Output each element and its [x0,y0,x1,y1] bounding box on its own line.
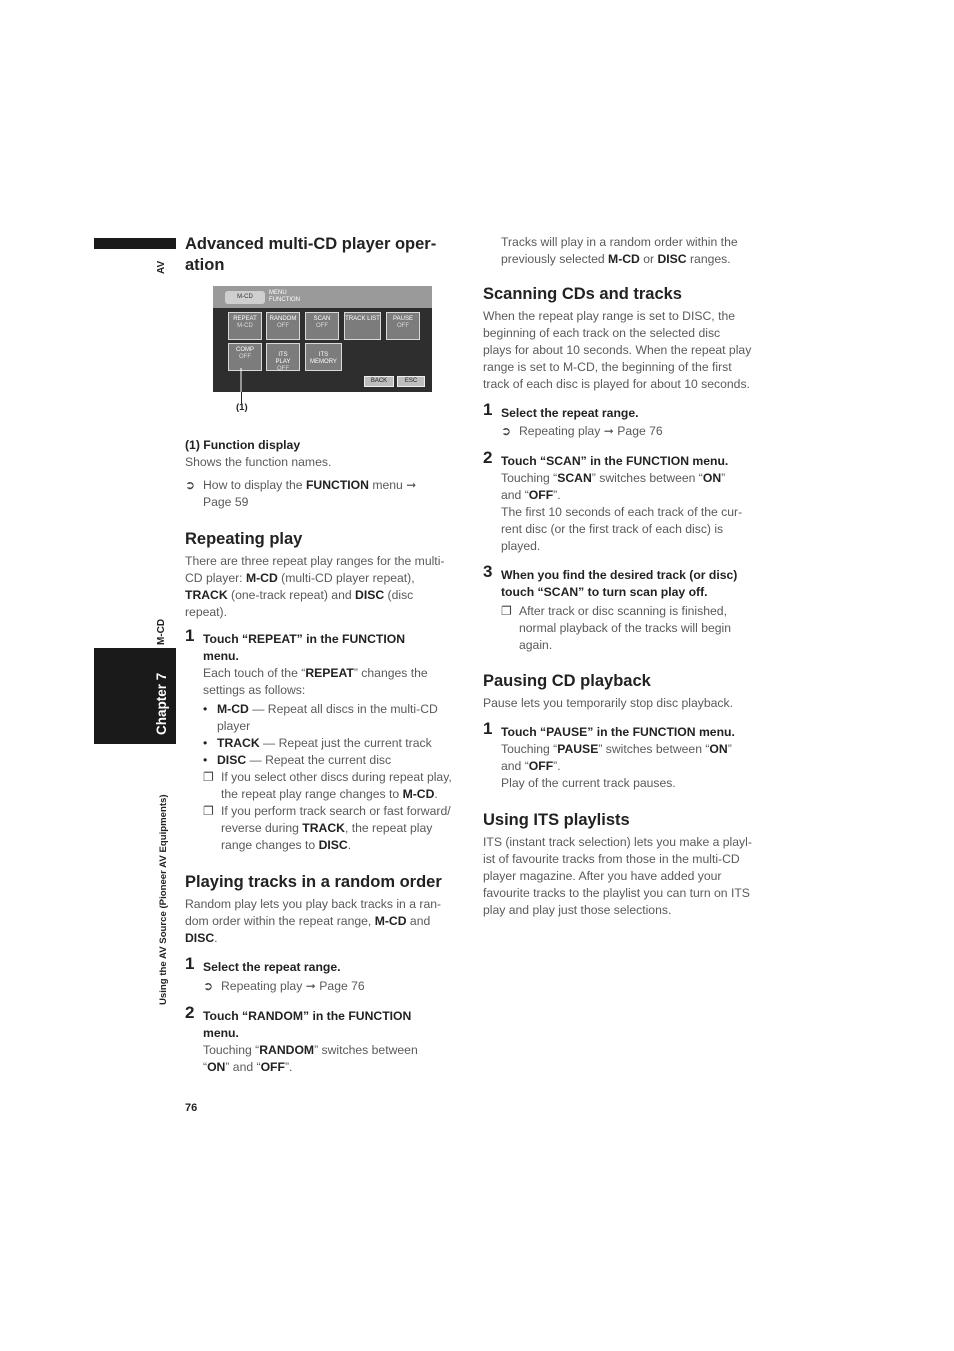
callout-label: (1) [236,402,248,413]
random-step-2-desc [185,1042,470,1076]
b: DISC [657,252,687,266]
back-button: BACK [364,376,394,387]
button-value: M-CD [237,323,253,329]
b: REPEAT [305,666,354,680]
button-label: SCAN [313,316,331,322]
step-number: 1 [483,400,493,419]
list-item [203,752,470,769]
b: RANDOM [259,1043,315,1057]
step-number: 2 [185,1003,195,1022]
b: DISC [355,588,385,602]
random-step-1 [185,954,470,976]
t: . [214,931,218,945]
t: Touch “REPEAT” in the [203,632,343,646]
callout-marker [213,286,432,392]
b: DISC [217,753,247,767]
function-display-title: (1) Function display [185,438,301,452]
t: — Repeat all discs in the multi-CD player [217,702,438,733]
note-item [203,769,470,803]
pause-step-1-more: Play of the current track pauses. [501,776,676,790]
b: DISC [318,838,348,852]
t: and [409,914,431,928]
t: Select the repeat range. [501,406,639,420]
scan-step-1 [483,400,768,422]
t: menu. [203,1026,239,1040]
random-continued [483,234,768,268]
pause-heading: Pausing CD playback [483,672,651,690]
repeat-options-list [185,701,470,854]
pause-intro: Pause lets you temporarily stop disc playback. [483,696,733,710]
scan-heading: Scanning CDs and tracks [483,285,682,303]
t: — Repeat just the current track [259,736,432,750]
ref-text: How to display the [203,478,306,492]
left-column-body [185,437,470,1076]
t: Repeating play ➞ Page 76 [519,424,663,438]
repeat-step-1 [185,626,470,665]
its-heading: Using ITS playlists [483,811,630,829]
b: OFF [260,1060,285,1074]
list-item [203,701,470,735]
t: Touch “PAUSE” in the [501,725,633,739]
b: M-CD [245,571,278,585]
t: or [639,252,658,266]
button-label: TRACK LIST [345,316,380,322]
t: FUNCTION [626,454,689,468]
t: Each touch of the “ [203,666,306,680]
list-item [203,735,470,752]
note-icon: ❐ [203,804,214,818]
ref-text-2: menu ➞ Page 59 [203,478,417,509]
step-number: 1 [185,626,195,645]
t: Tracks will play in a random order within the previously selected [501,235,738,266]
b: TRACK [217,736,260,750]
t: ranges. [686,252,731,266]
b: ON [207,1060,226,1074]
t: ”. [284,1060,293,1074]
ref-bold: FUNCTION [305,478,369,492]
step-number: 2 [483,448,493,467]
repeat-heading: Repeating play [185,530,303,548]
b: OFF [528,488,554,502]
running-title: Using the AV Source (Pioneer AV Equipments) [158,794,169,1005]
t: FUNCTION [342,632,405,646]
t: If you perform track search or fast forward/ reverse during [221,804,451,835]
t: ” switches between “ [203,1043,418,1074]
note-item [203,803,470,854]
arrow-ref-icon: ➲ [203,979,214,993]
t: — Repeat the current disc [246,753,392,767]
t: menu. [689,454,729,468]
t: Touch “RANDOM” in the [203,1009,349,1023]
section-label: AV [156,260,167,274]
b: TRACK [185,588,228,602]
button-label: PAUSE [393,316,413,322]
section-bar [94,238,176,249]
t: Touching “ [501,742,558,756]
pause-step-1 [483,719,768,741]
b: M-CD [402,787,435,801]
button-value: OFF [316,323,328,329]
scan-step-3-note-wrap [483,603,768,654]
b: PAUSE [557,742,599,756]
scan-intro: When the repeat play range is set to DISC, the beginning of each track on the selected disc plays for about 10 seconds. When the repeat play range is set to M-CD, the beginning of the first track of each disc is played for about 10 seconds. [483,309,752,391]
t: When you find the desired track (or disc) touch “SCAN” to turn scan play off. [501,568,738,599]
t: . [434,787,438,801]
t: After track or disc scanning is finished, normal playback of the tracks will begin again. [519,604,732,652]
t: Touch “SCAN” in the [501,454,627,468]
button-label: RANDOM [269,316,297,322]
menu-line-1: MENU [269,290,287,296]
b: OFF [528,759,554,773]
function-ref [185,477,470,511]
left-column [185,234,465,276]
t: ”. [553,759,561,773]
t: (multi-CD player repeat), [281,571,415,585]
source-logo: M-CD [225,291,265,304]
t: ” and “ [225,1060,261,1074]
scan-step-3 [483,562,768,601]
scan-step-1-ref [483,423,768,440]
t: ” switches between “ [598,742,710,756]
t: There are three repeat play ranges for the multi- CD player: [185,554,445,585]
its-intro: ITS (instant track selection) lets you make a playl- ist of favourite tracks from those in the multi-CD player magazine. After you have added your favourite tracks to the playlist you can turn on ITS play and play just those selections. [483,835,752,917]
b: ON [702,471,722,485]
t: Touching “ [501,471,558,485]
t: , the repeat play range changes to [221,821,433,852]
step-number: 1 [185,954,195,973]
random-intro [185,896,470,947]
function-display-desc: Shows the function names. [185,455,332,469]
arrow-ref-icon: ➲ [185,478,196,492]
function-menu-screenshot [213,286,432,392]
page-title: Advanced multi-CD player oper- ation [185,235,437,274]
button-value: OFF [239,354,251,360]
note-item [501,603,768,654]
t: ” and “ [501,742,732,773]
random-step-2 [185,1003,470,1042]
random-heading: Playing tracks in a random order [185,873,442,891]
step-number: 3 [483,562,493,581]
chapter-label: Chapter 7 [154,672,169,735]
arrow-ref-icon: ➲ [501,424,512,438]
button-value: OFF [397,323,409,329]
t: ” changes the settings as follows: [203,666,428,697]
scan-step-2-more: The first 10 seconds of each track of the cur- rent disc (or the first track of each disc) is played. [501,505,743,553]
b: ON [709,742,728,756]
t: ” switches between “ [591,471,703,485]
t: . [347,838,352,852]
t: Repeating play ➞ Page 76 [221,979,365,993]
t: FUNCTION [632,725,696,739]
t: menu. [203,649,239,663]
t: ”. [553,488,561,502]
t: Random play lets you play back tracks in a ran- dom order within the repeat range, [185,897,442,928]
bullet-icon: • [203,702,208,716]
t: ” and “ [501,471,726,502]
t: If you select other discs during repeat play, the repeat play range changes to [221,770,452,801]
step-number: 1 [483,719,493,738]
random-step-1-ref [185,978,470,995]
note-icon: ❐ [501,604,512,618]
bullet-icon: • [203,753,208,767]
t: FUNCTION [348,1009,412,1023]
button-value: OFF [277,323,289,329]
pause-step-1-desc [483,741,768,775]
button-label: COMP [236,347,254,353]
subsection-label: M-CD [156,618,167,645]
button-label: REPEAT [233,316,257,322]
scan-step-2-desc [483,470,768,504]
button-label: ITS MEMORY [310,352,337,365]
menu-line-2: FUNCTION [269,297,300,303]
b: M-CD [374,914,407,928]
button-label: ITS PLAY [275,352,291,365]
page-number: 76 [185,1102,198,1114]
t: Touching “ [203,1043,260,1057]
scan-step-2 [483,448,768,470]
b: M-CD [608,252,640,266]
b: TRACK [302,821,345,835]
t: menu. [695,725,735,739]
t: (disc repeat). [185,588,414,619]
repeat-step-1-desc [185,665,470,699]
right-column [483,234,768,919]
note-icon: ❐ [203,770,214,784]
esc-button: ESC [397,376,425,387]
bullet-icon: • [203,736,208,750]
button-value: OFF [277,366,289,372]
repeat-intro [185,553,470,621]
b: SCAN [557,471,592,485]
t: (one-track repeat) and [227,588,356,602]
b: DISC [185,931,215,945]
t: Select the repeat range. [203,960,341,974]
b: M-CD [217,702,249,716]
